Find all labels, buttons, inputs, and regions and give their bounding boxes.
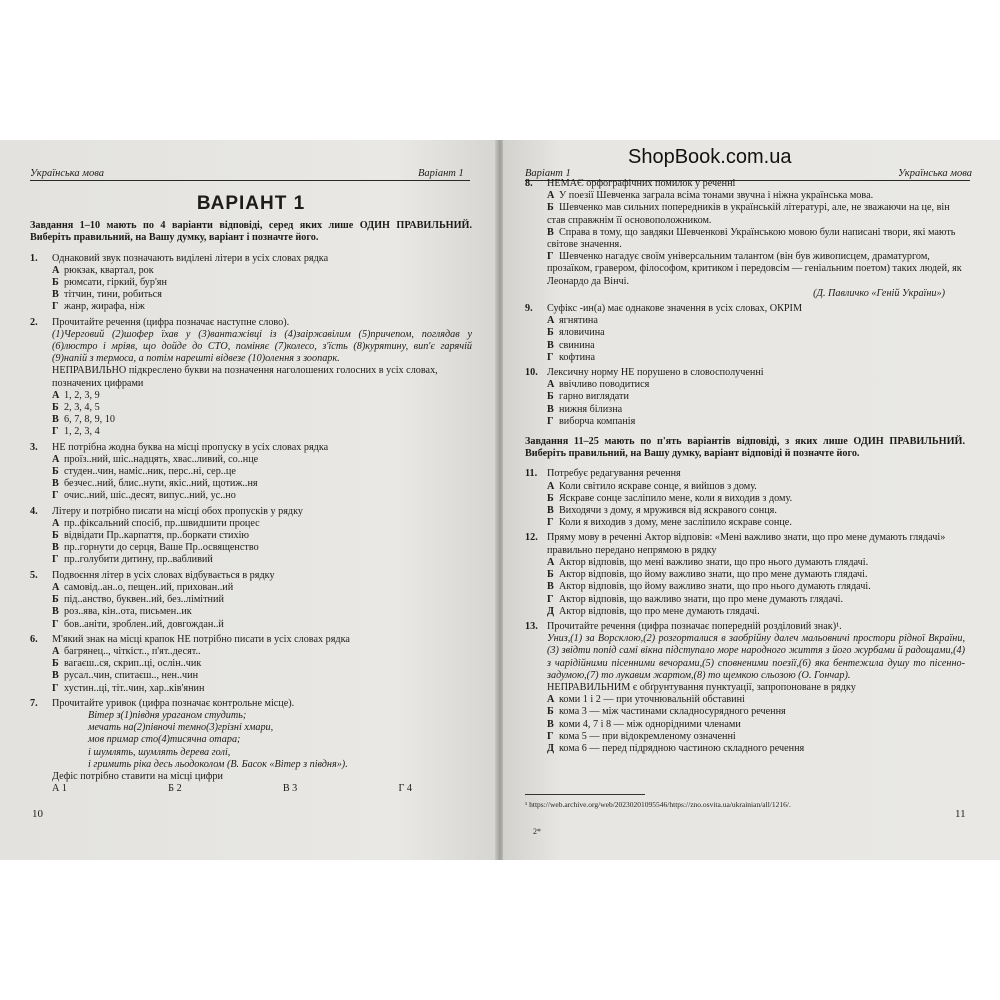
task-number: 12. [525,532,538,544]
task-number: 1. [30,252,38,264]
instruction-11-25: Завдання 11–25 мають по п'ять варіантів відповіді, з яких лише ОДИН ПРАВИЛЬНИЙ. Виберіть правильний, на Вашу думку, варіант відповіді й позначте його. [525,436,965,460]
option-text: Актор відповів, що важливо знати, що про мене думають глядачі. [559,593,844,605]
option-letter: А [52,581,60,593]
task-text: Прочитайте речення (цифра позначає наступне слово). [52,316,290,328]
answer-option [30,606,472,618]
option-text: вагаєш..ся, скрип..ці, ослін..чик [64,658,202,670]
answer-option [525,493,965,505]
task-text: НЕМАЄ орфографічних помилок у реченні [547,178,736,189]
option-text: багрянец.., чіткіст.., п'ят..десят.. [64,645,201,657]
option-text: студен..чин, наміс..ник, перс..ні, сер..це [64,466,236,478]
option-text: кома 6 — перед підрядною частиною складного речення [559,742,805,754]
task-text: Суфікс -ин(а) має однакове значення в усіх словах, ОКРІМ [547,303,803,315]
task-number: 4. [30,505,38,517]
task-question [525,367,965,379]
answer-option [30,265,472,277]
answer-option [525,315,965,327]
option-letter: А [547,556,555,568]
option-letter: В [547,403,554,415]
option-text: самовід..ан..о, пещен..ий, прихован..ий [64,581,234,593]
option-letter: В [547,226,554,238]
task-sentence: Униз,(1) за Ворсклою,(2) розгорталися в заобрійну далеч мальовничі простори рідної Вкраїни,(3) звідти попід самі вікна підступало море народного життя з його журбами й радощами,(4) з чарідійними пісенними вечорами,(5) сповненими поезії,(6) яка бентежила душу то пісенно-задумою,(7) то лукавим жартом,(8) то щемкою сльозою (О. Гончар). [547,633,965,681]
task-number: 7. [30,697,38,709]
option-letter: Б [547,327,554,339]
task-number: 6. [30,633,38,645]
option-text: хустин..ці, тіт..чин, хар..ків'янин [64,682,205,694]
option-letter: Б [52,466,59,478]
task-text: Потребує редагування речення [547,468,681,480]
option-text: 2, 3, 4, 5 [64,402,100,414]
option-letter: А [52,517,60,529]
right-task-list-b [525,468,965,755]
option-letter: В [52,414,59,426]
option-letter: В [52,289,59,301]
answer-option [525,731,965,743]
answer-option [30,402,472,414]
answer-option [30,594,472,606]
option-text: пр..горнути до серця, Ваше Пр..освященство [64,542,259,554]
task-question [30,253,472,265]
task-text: Лексичну норму НЕ порушено в словосполученні [547,367,764,379]
task-item [525,468,965,529]
task-source: (Д. Павличко «Геній України») [813,287,945,299]
option-letter: Д [547,605,555,617]
inline-answer: А 1 [52,783,67,795]
right-page [503,140,1000,860]
option-letter: Г [52,426,59,438]
option-text: пр..фіксальний спосіб, пр..швидшити процес [64,517,260,529]
answer-option [30,582,472,594]
answer-option [525,404,965,416]
task-question [30,570,472,582]
answer-option [525,251,965,288]
task-item [30,570,472,631]
task-item [30,253,472,314]
task-question [525,532,965,556]
option-letter: В [547,581,554,593]
option-letter: Г [547,593,554,605]
answer-option [30,490,472,502]
option-text: під..анство, буквен..ий, без..лімітний [64,594,224,606]
option-text: Виходячи з дому, я мружився від яскравого сонця. [559,505,777,517]
answer-option [30,301,472,313]
option-letter: Б [547,391,554,403]
answer-option [525,719,965,731]
task-item [525,178,965,300]
option-letter: В [52,478,59,490]
task-text: Пряму мову в реченні Актор відповів: «Мені важливо знати, що про мене думають глядачі» правильно передано непрямою в рядку [547,532,946,556]
option-letter: В [52,542,59,554]
left-header-variant: Варіант 1 [418,168,464,179]
inline-answer: Г 4 [398,783,412,795]
option-letter: Б [547,492,554,504]
option-text: 1, 2, 3, 9 [64,389,100,401]
task-number: 9. [525,303,533,315]
answer-option [525,340,965,352]
option-letter: Б [52,402,59,414]
option-text: Коли я виходив з дому, мене засліпило яскраве сонце. [559,517,792,529]
answer-option [525,481,965,493]
option-text: бов..аніти, зроблен..ий, довгождан..й [64,618,224,630]
option-letter: Б [547,706,554,718]
option-letter: Б [52,277,59,289]
task-text: Прочитайте речення (цифра позначає попередній розділовий знак)¹. [547,620,842,632]
task-question [30,317,472,329]
option-letter: В [52,606,59,618]
option-text: 6, 7, 8, 9, 10 [64,414,115,426]
option-letter: А [547,694,555,706]
task-item [525,367,965,428]
task-question [30,506,472,518]
answer-option [30,554,472,566]
task-question [525,468,965,480]
option-letter: Б [547,569,554,581]
footnote-rule [525,794,645,795]
answer-option [525,743,965,755]
option-letter: В [52,670,59,682]
answer-option [525,581,965,593]
task-text: Подвоєння літер в усіх словах відбувається в рядку [52,569,275,581]
option-text: жанр, жирафа, ніж [64,301,145,313]
option-text: Актор відповів, що йому важливо знати, що про мене думають глядачі. [559,569,868,581]
task-number: 8. [525,178,533,189]
task-text: Літеру и потрібно писати на місці обох пропусків у рядку [52,505,304,517]
option-letter: Г [52,554,59,566]
answer-option [30,426,472,438]
answer-option [30,646,472,658]
option-text: гарно виглядати [559,391,629,403]
task-subprompt: НЕПРАВИЛЬНИМ є обґрунтування пунктуації, запропоноване в рядку [547,681,856,693]
option-text: роз..ява, кін..ота, письмен..ик [64,606,192,618]
right-content [525,178,965,758]
task-text: М'який знак на місці крапок НЕ потрібно писати в усіх словах рядка [52,633,350,645]
task-question [525,178,965,190]
option-text: коми 1 і 2 — при уточнювальній обставині [559,694,745,706]
option-text: безчес..ний, блис..нути, якіс..ний, щотиж..ня [64,478,258,490]
task-question [525,621,965,633]
option-text: виборча компанія [559,415,636,427]
task-item [30,317,472,439]
option-letter: В [547,718,554,730]
answer-option [525,606,965,618]
task-number: 5. [30,569,38,581]
answer-option [30,454,472,466]
option-text: кома 3 — між частинами складносурядного речення [559,706,786,718]
option-letter: Г [547,351,554,363]
option-letter: Г [547,415,554,427]
option-text: ягнятина [559,315,598,327]
task-text: НЕ потрібна жодна буква на місці пропуску в усіх словах рядка [52,441,329,453]
variant-title: ВАРІАНТ 1 [196,193,306,214]
right-task-list-a [525,178,965,428]
task-number: 10. [525,367,538,379]
right-page-number: 11 [955,808,966,820]
task-question [30,442,472,454]
answer-option [30,478,472,490]
answer-option [30,277,472,289]
option-letter: В [547,505,554,517]
answer-option [525,379,965,391]
task-item [30,698,472,796]
answer-option [30,683,472,695]
task-text: Однаковий звук позначають виділені літери в усіх словах рядка [52,252,329,264]
option-letter: Г [52,682,59,694]
task-item [525,532,965,617]
task-subprompt: НЕПРАВИЛЬНО підкреслено букви на позначення наголошених голосних в усіх словах, позначених цифрами [52,365,438,389]
answer-option [525,202,965,226]
task-question [525,303,965,315]
option-letter: А [547,379,555,391]
option-letter: Г [52,490,59,502]
option-letter: Б [52,658,59,670]
option-letter: Г [52,618,59,630]
task-item [30,442,472,503]
answer-option [525,227,965,251]
option-text: ввічливо поводитися [559,379,650,391]
answer-option [525,569,965,581]
answer-option [525,391,965,403]
inline-answer: В 3 [282,783,298,795]
book-spread [0,140,1000,860]
option-text: рюкзак, квартал, рок [64,264,154,276]
option-letter: Б [52,530,59,542]
right-header-subject: Українська мова [898,168,972,179]
answer-option [30,289,472,301]
option-text: відвідати Пр..карпаття, пр..боркати стихію [64,530,250,542]
option-text: 1, 2, 3, 4 [64,426,100,438]
poem-line: і шумлять, шумлять дерева голі, [88,746,231,758]
option-letter: Г [52,301,59,313]
answer-option [525,694,965,706]
poem-line: мечать на(2)півночі темно(3)грізні хмари, [88,722,274,734]
answer-option [30,530,472,542]
footnote: ¹ https://web.archive.org/web/20230201095546/https://zno.osvita.ua/ukrainian/all/1216/. [525,800,791,809]
task-number: 13. [525,620,538,632]
option-text: свинина [559,339,595,351]
task-item [525,303,965,364]
inline-answer: Б 2 [168,783,182,795]
left-header-rule [30,180,470,181]
option-text: У поезії Шевченка заграла всіма тонами звучна і ніжна українська мова. [559,190,874,202]
option-text: Справа в тому, що завдяки Шевченкові Українською мовою були написані твори, які мають світове значення. [547,226,956,251]
task-number: 11. [525,468,538,480]
option-text: Шевченко нагадує своїм універсальним талантом (він був живописцем, драматургом, прозаїком, гравером, філософом, критиком і передовсім — геніальним поетом) таких людей, як Леонардо да Вінчі. [547,251,962,287]
answer-option [30,670,472,682]
answer-option [525,557,965,569]
signature-mark: 2* [533,827,541,836]
option-text: очис..ний, шіс..десят, випус..ний, ус..но [64,490,236,502]
answer-option [525,517,965,529]
task-item [525,621,965,755]
option-letter: Б [547,202,554,214]
right-header-variant: Варіант 1 [525,168,571,179]
option-letter: А [52,264,60,276]
option-text: нижня білизна [559,403,623,415]
option-text: проїз..ний, шіс..надцять, хвас..ливий, со..нце [64,453,259,465]
left-page [0,140,497,860]
option-letter: В [547,339,554,351]
option-letter: Г [547,517,554,529]
answer-option [30,619,472,631]
left-content [30,188,472,798]
option-text: коми 4, 7 і 8 — між однорідними членами [559,718,741,730]
option-text: пр..голубити дитину, пр..вабливий [64,554,213,566]
task-question [30,698,472,710]
option-text: рюмсати, гіркий, бур'ян [64,277,167,289]
answer-option [30,542,472,554]
option-text: кофтина [559,351,596,363]
answer-option [525,327,965,339]
option-letter: Г [547,730,554,742]
task-item [30,634,472,695]
poem-line: і гримить ріка десь льодоколом (В. Басок «Вітер з півдня»). [88,758,348,770]
answer-option [30,414,472,426]
option-text: русал..чин, спитаєш.., нен..чин [64,670,199,682]
option-letter: А [547,315,555,327]
answer-option [525,706,965,718]
left-task-list [30,253,472,796]
answer-option [525,505,965,517]
answer-option [30,518,472,530]
inline-answer-row [30,783,412,795]
option-letter: А [547,190,555,202]
option-text: яловичина [559,327,605,339]
option-letter: Д [547,742,555,754]
answer-option [525,594,965,606]
option-text: Актор відповів, що йому важливо знати, що про нього думають глядачі. [559,581,871,593]
answer-option [30,658,472,670]
option-letter: А [52,645,60,657]
option-text: Яскраве сонце засліпило мене, коли я виходив з дому. [559,492,793,504]
task-question [30,634,472,646]
option-text: кома 5 — при відокремленому означенні [559,730,736,742]
answer-option [525,416,965,428]
option-letter: А [547,480,555,492]
task-subprompt: Дефіс потрібно ставити на місці цифри [52,770,223,782]
option-text: Актор відповів, що мені важливо знати, що про нього думають глядачі. [559,556,869,568]
left-header-subject: Українська мова [30,168,104,179]
answer-option [30,390,472,402]
brand-watermark: ShopBook.com.ua [628,146,792,168]
option-letter: А [52,453,60,465]
option-letter: Г [547,251,554,263]
task-number: 3. [30,441,38,453]
option-text: тітчин, тини, робиться [64,289,162,301]
task-text: Прочитайте уривок (цифра позначає контрольне місце). [52,697,295,709]
option-letter: Б [52,594,59,606]
option-letter: А [52,389,60,401]
task-number: 2. [30,316,38,328]
poem-line: мов примар сто(4)тисячна отара; [88,734,241,746]
option-text: Актор відповів, що про мене думають глядачі. [559,605,760,617]
option-text: Шевченко мав сильних попередників в українській літературі, але, не зважаючи на це, він став справжнім її основоположником. [547,202,950,226]
answer-option [525,190,965,202]
instruction-1-10: Завдання 1–10 мають по 4 варіанти відповіді, серед яких лише ОДИН ПРАВИЛЬНИЙ. Виберіть правильний, на Вашу думку, варіант і позначте його. [30,220,472,244]
option-text: Коли світило яскраве сонце, я вийшов з дому. [559,480,757,492]
task-item [30,506,472,567]
left-page-number: 10 [32,808,43,820]
poem-line: Вітер з(1)півдня ураганом студить; [88,709,247,721]
answer-option [525,352,965,364]
task-sentence: (1)Черговий (2)шофер їхав у (3)вантажівці із (4)заіржавілим (5)причепом, поглядав у (6)люстро і мріяв, що дойде до СТО, поміняє (7)колесо, з'їсть (8)курятину, вип'є гарячій (9)напій з термоса, а потім нарешті відвезе (10)олення з зоопарк. [52,328,472,365]
answer-option [30,466,472,478]
